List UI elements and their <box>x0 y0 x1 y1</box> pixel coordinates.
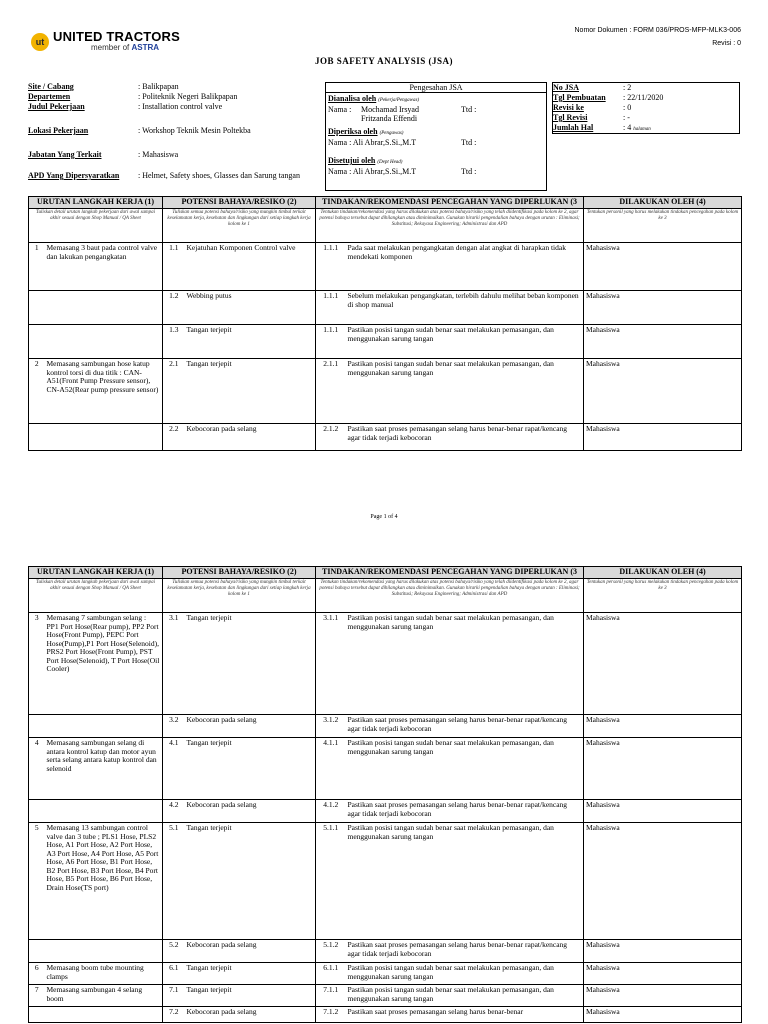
step-number: 6 <box>29 963 45 985</box>
step-number: 2 <box>29 359 45 424</box>
page-number: Page 1 of 4 <box>370 514 398 520</box>
info-row-ppe: APD Yang Dipersyaratkan : Helmet, Safety shoes, Glasses dan Sarung tangan <box>28 171 300 180</box>
step-number <box>29 325 45 359</box>
meta-created-date: Tgl Pembuatan : 22/11/2020 <box>553 93 664 102</box>
action-description: Pada saat melakukan pengangkatan dengan alat angkat di harapkan tidak mendekati komponen <box>346 243 584 291</box>
step-description: Memasang sambungan selang di antara kontrol katup dan motor ayun serta selang antara katup kontrol dan selenoid <box>45 738 163 800</box>
company-logo <box>31 30 180 53</box>
hazard-number: 1.1 <box>163 243 185 291</box>
approval-title: Pengesahan JSA <box>326 83 546 93</box>
column-header-steps: URUTAN LANGKAH KERJA (1) <box>29 197 163 209</box>
action-number: 3.1.1 <box>316 613 346 715</box>
hazard-description: Tangan terjepit <box>185 985 316 1007</box>
hazard-number: 1.2 <box>163 291 185 325</box>
hazard-description: Kebocoran pada selang <box>185 424 316 451</box>
action-description: Pastikan posisi tangan sudah benar saat melakukan pemasangan, dan menggunakan sarung tangan <box>346 985 584 1007</box>
step-number: 5 <box>29 823 45 940</box>
table-row <box>29 359 742 424</box>
info-row-job-title: Judul Pekerjaan : Installation control valve <box>28 102 223 111</box>
action-description: Pastikan saat proses pemasangan selang harus benar-benar rapat/kencang agar tidak terjadi kebocoran <box>346 715 584 738</box>
info-row-site: Site / Cabang : Balikpapan <box>28 82 179 91</box>
hazard-number: 7.1 <box>163 985 185 1007</box>
approved-name: Nama : Ali Abrar,S.Si.,M.T Ttd : <box>328 167 477 176</box>
action-number: 1.1.1 <box>316 291 346 325</box>
step-number <box>29 1007 45 1023</box>
hazard-number: 5.2 <box>163 940 185 963</box>
jsa-meta-box <box>552 82 740 134</box>
column-header-hazards: POTENSI BAHAYA/RESIKO (2) <box>163 197 316 209</box>
performed-by: Mahasiswa <box>584 243 742 291</box>
jsa-table-page-1 <box>28 196 742 451</box>
company-member-line: member of ASTRA <box>91 43 160 52</box>
performed-by: Mahasiswa <box>584 715 742 738</box>
performed-by: Mahasiswa <box>584 291 742 325</box>
info-row-position: Jabatan Yang Terkait : Mahasiswa <box>28 150 179 159</box>
meta-revision: Revisi ke : 0 <box>553 103 632 112</box>
step-description <box>45 940 163 963</box>
column-header-actions: TINDAKAN/REKOMENDASI PENCEGAHAN YANG DIPERLUKAN (3 <box>316 567 584 579</box>
column-header-performed-by: DILAKUKAN OLEH (4) <box>584 567 742 579</box>
performed-by: Mahasiswa <box>584 823 742 940</box>
hazard-description: Kebocoran pada selang <box>185 1007 316 1023</box>
approval-box <box>325 82 547 191</box>
action-description: Pastikan posisi tangan sudah benar saat melakukan pemasangan, dan menggunakan sarung tangan <box>346 823 584 940</box>
hazard-description: Tangan terjepit <box>185 359 316 424</box>
table-row <box>29 325 742 359</box>
jsa-table-page-2 <box>28 566 742 1023</box>
action-description: Pastikan saat proses pemasangan selang harus benar-benar rapat/kencang agar tidak terjadi kebocoran <box>346 800 584 823</box>
performed-by: Mahasiswa <box>584 359 742 424</box>
action-number: 6.1.1 <box>316 963 346 985</box>
job-info-block <box>28 82 323 191</box>
action-number: 1.1.1 <box>316 243 346 291</box>
table-row <box>29 291 742 325</box>
action-description: Pastikan posisi tangan sudah benar saat melakukan pemasangan, dan menggunakan sarung tangan <box>346 738 584 800</box>
step-description <box>45 424 163 451</box>
column-note-steps: Tuliskan detail urutan langkah pekerjaan dari awal sampai akhir sesuai dengan Shop Manual / QA Sheet <box>29 579 163 613</box>
action-number: 3.1.2 <box>316 715 346 738</box>
step-number <box>29 800 45 823</box>
action-number: 5.1.2 <box>316 940 346 963</box>
step-number: 7 <box>29 985 45 1007</box>
step-description: Memasang sambungan hose katup kontrol torsi di dua titik : CAN-A51(Front Pump Pressure sensor), CN-A52(Rear pump pressure sensor) <box>45 359 163 424</box>
column-note-actions: Tentukan tindakan/rekomendasi yang harus dilakukan atas potensi bahaya/risiko yang telah diidentifikasi pada kolom ke 2, agar potensi bahaya tersebut dapat dihilangkan atau diminimalkan. Gunakan hirarki pengendalian bahaya dengan urutan : Eliminasi; Substitusi; Rekayasa Engineering; Administrasi dan APD <box>316 579 584 613</box>
column-header-performed-by: DILAKUKAN OLEH (4) <box>584 197 742 209</box>
table-row <box>29 800 742 823</box>
column-note-steps: Tuliskan detail urutan langkah pekerjaan dari awal sampai akhir sesuai dengan Shop Manual / QA Sheet <box>29 209 163 243</box>
action-number: 5.1.1 <box>316 823 346 940</box>
action-description: Pastikan posisi tangan sudah benar saat melakukan pemasangan, dan menggunakan sarung tangan <box>346 963 584 985</box>
meta-jsa-number: No JSA : 2 <box>553 83 632 92</box>
action-description: Pastikan posisi tangan sudah benar saat melakukan pemasangan, dan menggunakan sarung tangan <box>346 613 584 715</box>
info-row-location: Lokasi Pekerjaan : Workshop Teknik Mesin Poltekba <box>28 126 251 135</box>
step-description: Memasang 13 sambungan control valve dan 3 tube ; PLS1 Hose, PLS2 Hose, A1 Port Hose, A2 Port Hose, A3 Port Hose, A4 Port Hose, A5 Port Hose, A6 Port Hose, B1 Port Hose, B2 Port Hose, B3 Port Hose, B4 Port Hose, B5 Port Hose, B6 Port Hose, Drain Hose(TS port) <box>45 823 163 940</box>
hazard-number: 2.2 <box>163 424 185 451</box>
column-header-actions: TINDAKAN/REKOMENDASI PENCEGAHAN YANG DIPERLUKAN (3 <box>316 197 584 209</box>
action-number: 4.1.2 <box>316 800 346 823</box>
performed-by: Mahasiswa <box>584 613 742 715</box>
column-header-hazards: POTENSI BAHAYA/RESIKO (2) <box>163 567 316 579</box>
action-description: Pastikan saat proses pemasangan selang harus benar-benar rapat/kencang agar tidak terjadi kebocoran <box>346 424 584 451</box>
table-row <box>29 940 742 963</box>
hazard-number: 4.2 <box>163 800 185 823</box>
analyzed-names: Nama : Mochamad Irsyad Fritzanda Effendi Ttd : <box>328 105 477 123</box>
action-number: 1.1.1 <box>316 325 346 359</box>
hazard-number: 5.1 <box>163 823 185 940</box>
performed-by: Mahasiswa <box>584 985 742 1007</box>
action-description: Pastikan posisi tangan sudah benar saat melakukan pemasangan, dan menggunakan sarung tangan <box>346 359 584 424</box>
hazard-number: 4.1 <box>163 738 185 800</box>
action-description: Pastikan saat proses pemasangan selang harus benar-benar <box>346 1007 584 1023</box>
step-description <box>45 325 163 359</box>
hazard-description: Tangan terjepit <box>185 613 316 715</box>
performed-by: Mahasiswa <box>584 940 742 963</box>
step-description <box>45 1007 163 1023</box>
action-description: Pastikan saat proses pemasangan selang harus benar-benar rapat/kencang agar tidak terjadi kebocoran <box>346 940 584 963</box>
table-row <box>29 243 742 291</box>
step-description: Memasang sambungan 4 selang boom <box>45 985 163 1007</box>
document-title: JOB SAFETY ANALYSIS (JSA) <box>314 56 454 66</box>
action-number: 4.1.1 <box>316 738 346 800</box>
action-number: 7.1.1 <box>316 985 346 1007</box>
meta-page-count: Jumlah Hal : 4 halaman <box>553 123 651 132</box>
table-row <box>29 613 742 715</box>
action-description: Pastikan posisi tangan sudah benar saat melakukan pemasangan, dan menggunakan sarung tangan <box>346 325 584 359</box>
column-note-actions: Tentukan tindakan/rekomendasi yang harus dilakukan atas potensi bahaya/risiko yang telah diidentifikasi pada kolom ke 2, agar potensi bahaya tersebut dapat dihilangkan atau diminimalkan. Gunakan hirarki pengendalian bahaya dengan urutan : Eliminasi; Substitusi; Rekayasa Engineering; Administrasi dan APD <box>316 209 584 243</box>
hazard-number: 1.3 <box>163 325 185 359</box>
step-number <box>29 424 45 451</box>
table-row <box>29 963 742 985</box>
performed-by: Mahasiswa <box>584 1007 742 1023</box>
column-note-hazards: Tuliskan semua potensi bahaya/risiko yang mungkin timbul terkait keselamatan kerja, kesehatan dan lingkungan dari setiap langkah kerja kolom ke 1 <box>163 579 316 613</box>
performed-by: Mahasiswa <box>584 738 742 800</box>
document-meta <box>575 24 742 50</box>
hazard-description: Tangan terjepit <box>185 325 316 359</box>
step-description: Memasang 7 sambungan selang : PP1 Port Hose(Rear pump), PP2 Port Hose(Front Pump), PEPC Port Hose(Pump),P1 Port Hose(Selenoid), PRS2 Port Hose(Front Pump), PST Port Hose(Selenoid), T Port Hose(Oil Cooler) <box>45 613 163 715</box>
table-row <box>29 985 742 1007</box>
hazard-number: 3.1 <box>163 613 185 715</box>
group-name: ASTRA <box>131 43 160 52</box>
step-description <box>45 800 163 823</box>
document-revision: Revisi : 0 <box>712 40 741 47</box>
performed-by: Mahasiswa <box>584 325 742 359</box>
hazard-description: Kejatuhan Komponen Control valve <box>185 243 316 291</box>
checked-name: Nama : Ali Abrar,S.Si.,M.T Ttd : <box>328 138 477 147</box>
hazard-number: 2.1 <box>163 359 185 424</box>
approved-by: Disetujui oleh (Dept Head) <box>328 156 403 165</box>
table-row <box>29 823 742 940</box>
performed-by: Mahasiswa <box>584 963 742 985</box>
hazard-description: Tangan terjepit <box>185 823 316 940</box>
hazard-description: Kebocoran pada selang <box>185 800 316 823</box>
action-description: Sebelum melakukan pengangkatan, terlebih dahulu melihat beban komponen di shop manual <box>346 291 584 325</box>
performed-by: Mahasiswa <box>584 800 742 823</box>
performed-by: Mahasiswa <box>584 424 742 451</box>
hazard-number: 7.2 <box>163 1007 185 1023</box>
column-note-performed-by: Tentukan personil yang harus melakukan tindakan pencegahan pada kolom ke 3 <box>584 209 742 243</box>
table-row <box>29 1007 742 1023</box>
step-number <box>29 291 45 325</box>
hazard-number: 3.2 <box>163 715 185 738</box>
table-row <box>29 424 742 451</box>
step-description: Memasang 3 baut pada control valve dan lakukan pengangkatan <box>45 243 163 291</box>
info-row-department: Departemen : Politeknik Negeri Balikpapan <box>28 92 238 101</box>
action-number: 2.1.2 <box>316 424 346 451</box>
hazard-description: Kebocoran pada selang <box>185 715 316 738</box>
company-name: UNITED TRACTORS <box>53 29 180 44</box>
column-header-steps: URUTAN LANGKAH KERJA (1) <box>29 567 163 579</box>
checked-by: Diperiksa oleh (Pengawas) <box>328 127 404 136</box>
analyzed-by: Dianalisa oleh (Pekerja/Pengawas) <box>328 94 420 103</box>
step-number: 1 <box>29 243 45 291</box>
step-number <box>29 940 45 963</box>
table-row <box>29 715 742 738</box>
step-description <box>45 715 163 738</box>
step-description: Memasang boom tube mounting clamps <box>45 963 163 985</box>
table-row <box>29 738 742 800</box>
step-description <box>45 291 163 325</box>
hazard-description: Webbing putus <box>185 291 316 325</box>
column-note-hazards: Tuliskan semua potensi bahaya/risiko yang mungkin timbul terkait keselamatan kerja, kesehatan dan lingkungan dari setiap langkah kerja kolom ke 1 <box>163 209 316 243</box>
step-number: 4 <box>29 738 45 800</box>
document-number: Nomor Dokumen : FORM 036/PROS-MFP-MLK3-006 <box>574 27 741 34</box>
action-number: 2.1.1 <box>316 359 346 424</box>
hazard-number: 6.1 <box>163 963 185 985</box>
hazard-description: Tangan terjepit <box>185 738 316 800</box>
column-note-performed-by: Tentukan personil yang harus melakukan tindakan pencegahan pada kolom ke 3 <box>584 579 742 613</box>
meta-revision-date: Tgl Revisi : - <box>553 113 630 122</box>
action-number: 7.1.2 <box>316 1007 346 1023</box>
step-number: 3 <box>29 613 45 715</box>
hazard-description: Kebocoran pada selang <box>185 940 316 963</box>
step-number <box>29 715 45 738</box>
hazard-description: Tangan terjepit <box>185 963 316 985</box>
ut-logo-icon: ut <box>31 33 49 51</box>
